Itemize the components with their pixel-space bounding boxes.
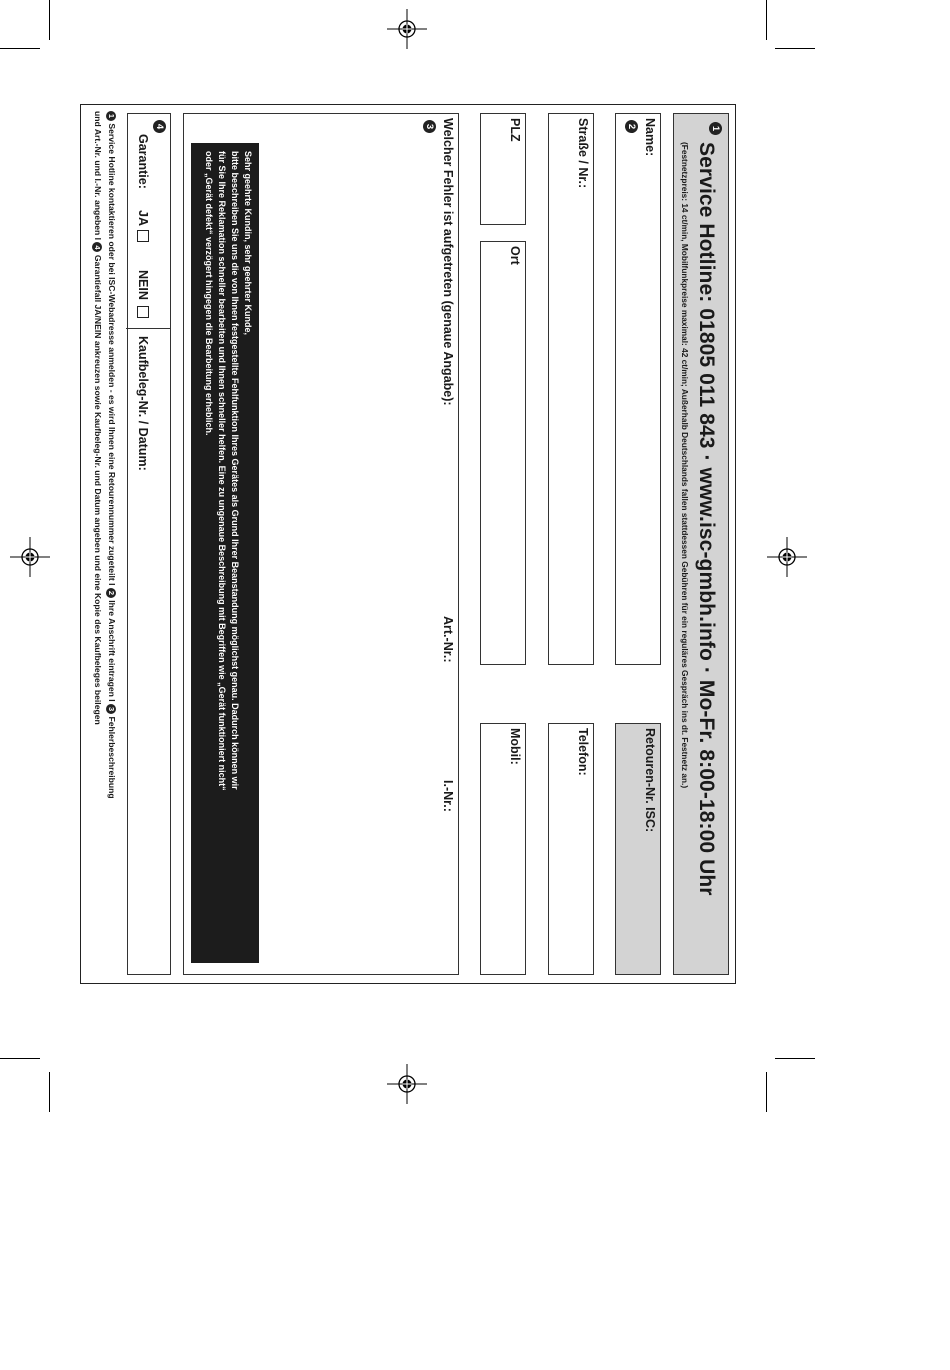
footer-text-3: Fehlerbeschreibung: [107, 716, 117, 799]
footer-step-1-badge: 1: [106, 111, 116, 121]
footer-line-2: [91, 111, 105, 981]
crop-mark: [49, 1072, 50, 1112]
step-4-badge: 4: [153, 120, 166, 133]
ja-checkbox[interactable]: [137, 230, 149, 242]
mobil-field[interactable]: [480, 723, 526, 975]
crop-mark: [766, 0, 767, 40]
step-3-badge: 3: [423, 120, 436, 133]
crop-mark: [775, 1058, 815, 1059]
i-nr-label: I.-Nr.:: [441, 780, 455, 812]
footer-step-3-badge: 3: [106, 704, 116, 714]
crop-mark: [766, 1072, 767, 1112]
ort-label: Ort: [508, 246, 522, 265]
footer-step-2-badge: 2: [106, 588, 116, 598]
crop-mark: [0, 1058, 40, 1059]
step-1-badge: 1: [709, 122, 722, 135]
mobil-label: Mobil:: [508, 728, 522, 765]
notice-line: für Sie Ihre Reklamation schneller bearbeiten und Ihnen schneller helfen. Eine zu ungenaue Beschreibung mit Begriffen wie „Gerät funktioniert nicht“: [217, 151, 227, 791]
crop-mark: [49, 0, 50, 40]
service-form: [80, 104, 736, 984]
registration-mark-icon: [387, 1064, 427, 1104]
strasse-label: Straße / Nr.:: [576, 118, 590, 189]
hotline-price-note: (Festnetzpreis: 14 ct/min, Mobilfunkpreise maximal: 42 ct/min; Außerhalb Deutschlands fallen stattdessen Gebühren für ein reguläres Gespräch ins dt. Festnetz an.): [680, 142, 690, 789]
footer-text-5: Garantiefall JA/NEIN ankreuzen sowie Kaufbeleg-Nr. und Datum angeben und eine Kopie des Kaufbeleges beilegen: [93, 254, 103, 725]
footer-text-1: Service Hotline kontaktieren oder bei ISC-Webadresse anmelden - es wird Ihnen eine Retourennummer zugeteilt I: [107, 123, 117, 586]
customer-notice: [191, 143, 259, 963]
telefon-field[interactable]: [548, 723, 594, 975]
plz-field[interactable]: [480, 113, 526, 225]
registration-mark-icon: [10, 537, 50, 577]
name-label: Name:: [643, 118, 657, 157]
notice-line: Sehr geehrte Kundin, sehr geehrter Kunde,: [243, 151, 253, 336]
garantie-label: Garantie:: [136, 134, 150, 189]
ort-field[interactable]: [480, 241, 526, 665]
kaufbeleg-label: Kaufbeleg-Nr. / Datum:: [136, 336, 150, 471]
service-form-content: [81, 105, 737, 985]
crop-mark: [0, 48, 40, 49]
footer-text-2: Ihre Anschrift eintragen I: [107, 600, 117, 702]
art-nr-label: Art.-Nr.:: [441, 616, 455, 663]
ja-label: JA: [136, 210, 150, 226]
warranty-divider: [126, 328, 170, 329]
nein-label: NEIN: [136, 270, 150, 300]
step-2-badge: 2: [625, 120, 638, 133]
registration-mark-icon: [387, 9, 427, 49]
nein-checkbox[interactable]: [137, 306, 149, 318]
warranty-row: [127, 113, 171, 975]
retouren-nr-field[interactable]: [615, 723, 661, 975]
hotline-title: Service Hotline: 01805 011 843 · www.isc-gmbh.info · Mo-Fr. 8:00-18:00 Uhr: [695, 142, 718, 896]
footer-step-4-badge: 4: [92, 242, 102, 252]
fault-question: Welcher Fehler ist aufgetreten (genaue Angabe):: [441, 118, 455, 406]
notice-line: oder „Gerät defekt“ verzögert hingegen die Bearbeitung erheblich.: [204, 151, 214, 436]
footer-text-4: und Art.-Nr. und I.-Nr. angeben I: [93, 111, 103, 241]
name-field[interactable]: [615, 113, 661, 665]
plz-label: PLZ: [508, 118, 522, 142]
telefon-label: Telefon:: [576, 728, 590, 776]
strasse-field[interactable]: [548, 113, 594, 665]
footer-instructions: [91, 111, 119, 981]
notice-line: bitte beschreiben Sie uns die von Ihnen festgestellte Fehlfunktion Ihres Gerätes als Grund Ihrer Beanstandung möglichst genau. Dadurch können wir: [230, 151, 240, 790]
retouren-nr-label: Retouren-Nr. ISC:: [643, 728, 657, 833]
footer-line-1: [105, 111, 119, 981]
registration-mark-icon: [767, 537, 807, 577]
hotline-banner: [673, 113, 729, 975]
crop-mark: [775, 48, 815, 49]
